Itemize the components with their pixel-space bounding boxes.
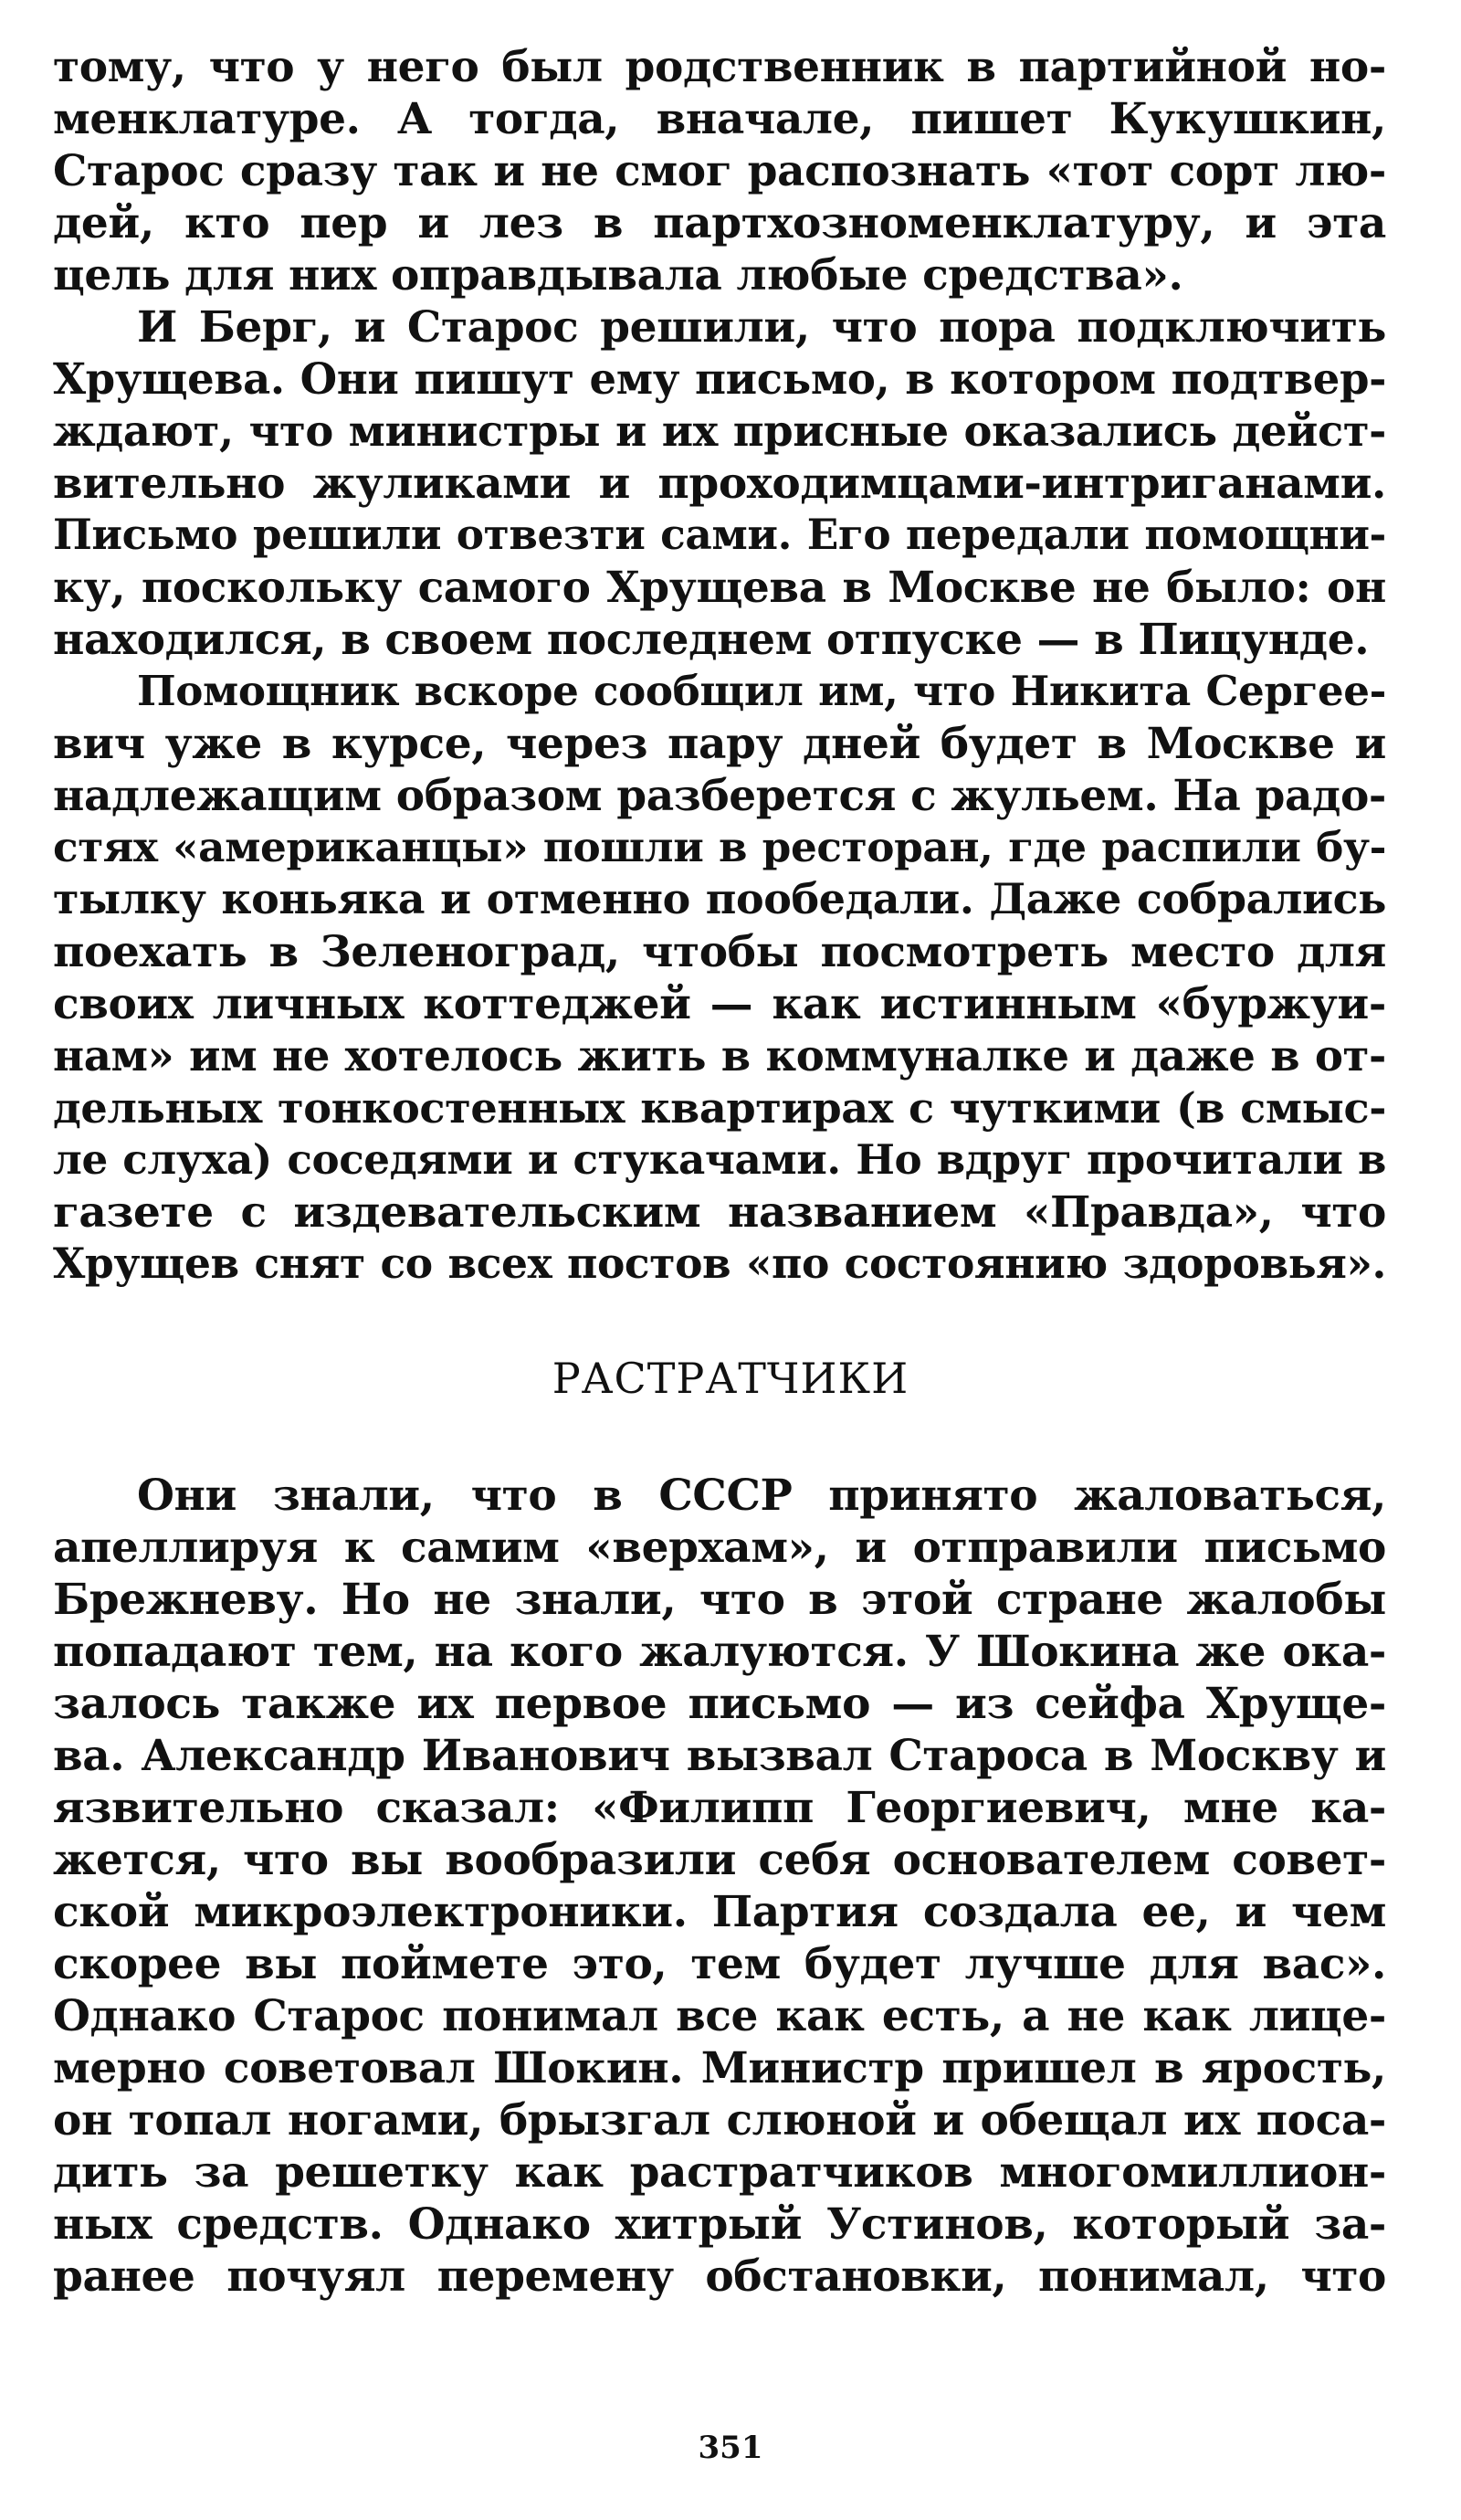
text-line: вич уже в курсе, через пару дней будет в Москве и <box>53 719 1386 769</box>
page-number: 351 <box>698 2430 763 2466</box>
text-line: надлежащим образом разберется с жульем. На радо- <box>53 771 1386 821</box>
text-line: ва. Александр Иванович вызвал Староса в Москву и <box>53 1731 1386 1781</box>
text-line: своих личных коттеджей — как истинным «буржуи- <box>53 979 1386 1029</box>
text-line: газете с издевательским названием «Правда», что <box>53 1187 1386 1238</box>
text-line: Письмо решили отвезти сами. Его передали помощни- <box>53 510 1386 559</box>
text-line: поехать в Зеленоград, чтобы посмотреть место для <box>53 927 1386 977</box>
text-line: Хрущева. Они пишут ему письмо, в котором подтвер- <box>53 353 1386 404</box>
text-line: дить за решетку как растратчиков многомиллион- <box>53 2147 1386 2198</box>
text-line: Хрущев снят со всех постов «по состоянию здоровья». <box>53 1239 1386 1288</box>
text-line: он топал ногами, брызгал слюной и обещал их поса- <box>53 2095 1386 2146</box>
text-line: ле слуха) соседями и стукачами. Но вдруг прочитали в <box>53 1135 1386 1184</box>
text-line: ранее почуял перемену обстановки, понимал, что <box>53 2251 1386 2302</box>
section-heading: РАСТРАТЧИКИ <box>552 1354 909 1403</box>
text-line: дельных тонкостенных квартирах с чуткими (в смыс- <box>53 1083 1386 1133</box>
text-line: апеллируя к самим «верхам», и отправили письмо <box>53 1523 1386 1573</box>
text-line: нам» им не хотелось жить в коммуналке и даже в от- <box>53 1030 1386 1081</box>
text-line: жется, что вы вообразили себя основателем совет- <box>53 1835 1386 1885</box>
text-line: попадают тем, на кого жалуются. У Шокина же ока- <box>53 1627 1386 1677</box>
text-line: И Берг, и Старос решили, что пора подключить <box>137 302 1386 353</box>
text-line: дей, кто пер и лез в партхозноменклатуру, и эта <box>53 198 1386 248</box>
text-line: менклатуре. А тогда, вначале, пишет Кукушкин, <box>53 94 1386 144</box>
text-line: Они знали, что в СССР принято жаловаться, <box>137 1471 1386 1521</box>
text-line: ской микроэлектроники. Партия создала ее, и чем <box>53 1887 1386 1937</box>
text-line: Помощник вскоре сообщил им, что Никита Сергее- <box>137 667 1386 715</box>
text-line: мерно советовал Шокин. Министр пришел в ярость, <box>53 2043 1386 2093</box>
text-line: язвительно сказал: «Филипп Георгиевич, мне ка- <box>53 1783 1386 1833</box>
text-line: скорее вы поймете это, тем будет лучше для вас». <box>53 1939 1386 1989</box>
text-line: Брежневу. Но не знали, что в этой стране жалобы <box>53 1575 1386 1625</box>
text-line: стях «американцы» пошли в ресторан, где распили бу- <box>53 822 1386 871</box>
text-line: ждают, что министры и их присные оказались дейст- <box>53 406 1386 456</box>
text-line: вительно жуликами и проходимцами-интриганами. <box>53 459 1386 509</box>
text-line: находился, в своем последнем отпуске — в Пицунде. <box>53 615 1370 665</box>
text-line: цель для них оправдывала любые средства». <box>53 250 1183 301</box>
text-line: тылку коньяка и отменно пообедали. Даже собрались <box>53 874 1386 923</box>
text-line: залось также их первое письмо — из сейфа Хруще- <box>53 1679 1386 1729</box>
text-line: Однако Старос понимал все как есть, а не как лице- <box>53 1991 1386 2041</box>
text-line: тому, что у него был родственник в партийной но- <box>53 42 1386 92</box>
text-line: ных средств. Однако хитрый Устинов, который за- <box>53 2199 1386 2250</box>
text-line: Старос сразу так и не смог распознать «тот сорт лю- <box>53 146 1386 196</box>
text-line: ку, поскольку самого Хрущева в Москве не было: он <box>53 563 1386 613</box>
